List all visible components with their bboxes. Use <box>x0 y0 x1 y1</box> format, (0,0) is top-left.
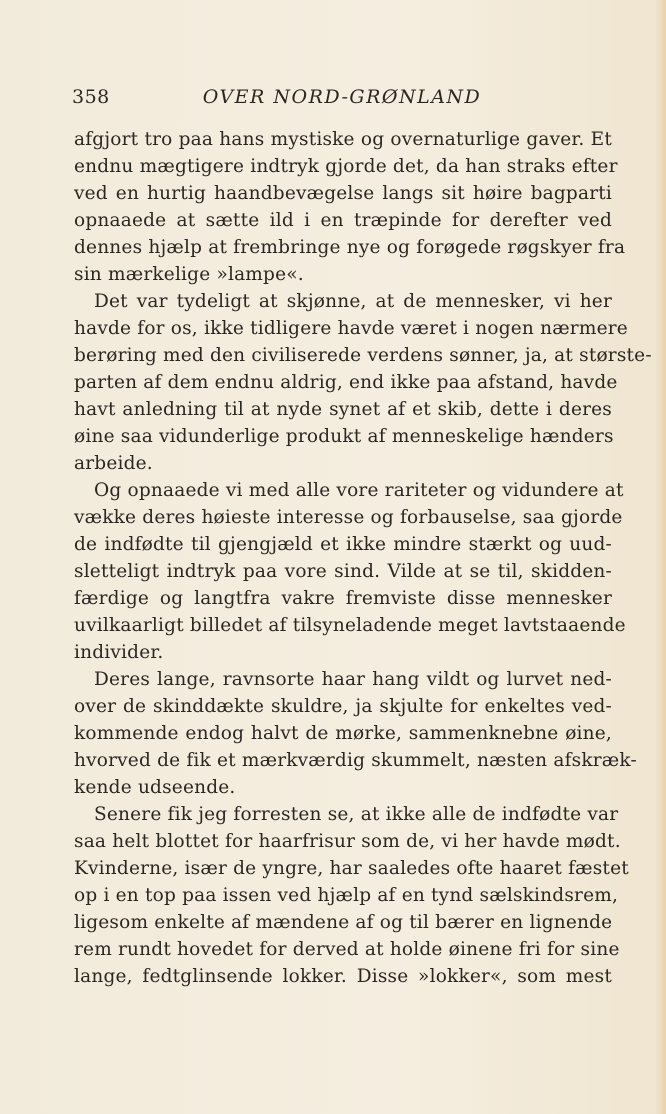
text-line: lange, fedtglinsende lokker. Disse »lokker«, som mest <box>74 966 612 987</box>
text-line: sletteligt indtryk paa vore sind. Vilde at se til, skidden- <box>74 561 612 582</box>
text-line: havt anledning til at nyde synet af et skib, dette i deres <box>74 399 612 420</box>
text-line: Og opnaaede vi med alle vore rariteter og vidundere at <box>94 480 624 501</box>
text-line: berøring med den civiliserede verdens sønner, ja, at største- <box>74 345 652 366</box>
text-line: opnaaede at sætte ild i en træpinde for derefter ved <box>74 210 612 231</box>
text-line: arbeide. <box>74 453 153 474</box>
text-line: dennes hjælp at frembringe nye og forøgede røgskyer fra <box>74 237 626 258</box>
text-line: Kvinderne, især de yngre, har saaledes ofte haaret fæstet <box>74 858 629 879</box>
text-line: uvilkaarligt billedet af tilsyneladende meget lavtstaaende <box>74 615 626 636</box>
text-line: de indfødte til gjengjæld et ikke mindre stærkt og uud- <box>74 534 612 555</box>
text-line: endnu mægtigere indtryk gjorde det, da han straks efter <box>74 156 618 177</box>
text-line: parten af dem endnu aldrig, end ikke paa afstand, havde <box>74 372 618 393</box>
text-line: rem rundt hovedet for derved at holde øinene fri for sine <box>74 939 620 960</box>
text-line: afgjort tro paa hans mystiske og overnaturlige gaver. Et <box>74 129 612 150</box>
text-line: hvorved de fik et mærkværdig skummelt, næsten afskræk- <box>74 750 637 771</box>
page-number: 358 <box>72 86 110 108</box>
text-line: over de skinddækte skuldre, ja skjulte for enkeltes ved- <box>74 696 612 717</box>
text-line: Senere fik jeg forresten se, at ikke alle de indfødte var <box>94 804 619 825</box>
text-line: ved en hurtig haandbevægelse langs sit høire bagparti <box>74 183 612 204</box>
text-line: vække deres høieste interesse og forbauselse, saa gjorde <box>74 507 623 528</box>
text-line: kende udseende. <box>74 777 236 798</box>
text-line: ligesom enkelte af mændene af og til bærer en lignende <box>74 912 613 933</box>
text-line: færdige og langtfra vakre fremviste disse mennesker <box>74 588 612 609</box>
text-line: individer. <box>74 642 164 663</box>
text-line: havde for os, ikke tidligere havde været i nogen nærmere <box>74 318 628 339</box>
page-edge <box>656 0 666 1114</box>
body-text <box>74 126 652 990</box>
page-header <box>72 86 612 114</box>
text-line: Deres lange, ravnsorte haar hang vildt og lurvet ned- <box>94 669 612 690</box>
text-line: saa helt blottet for haarfrisur som de, vi her havde mødt. <box>74 831 621 852</box>
text-line: kommende endog halvt de mørke, sammenknebne øine, <box>74 723 612 744</box>
text-line: sin mærkelige »lampe«. <box>74 264 304 285</box>
text-line: øine saa vidunderlige produkt af menneskelige hænders <box>74 426 614 447</box>
text-line: Det var tydeligt at skjønne, at de mennesker, vi her <box>94 291 612 312</box>
running-title: OVER NORD-GRØNLAND <box>202 86 482 108</box>
text-line: op i en top paa issen ved hjælp af en tynd sælskindsrem, <box>74 885 619 906</box>
